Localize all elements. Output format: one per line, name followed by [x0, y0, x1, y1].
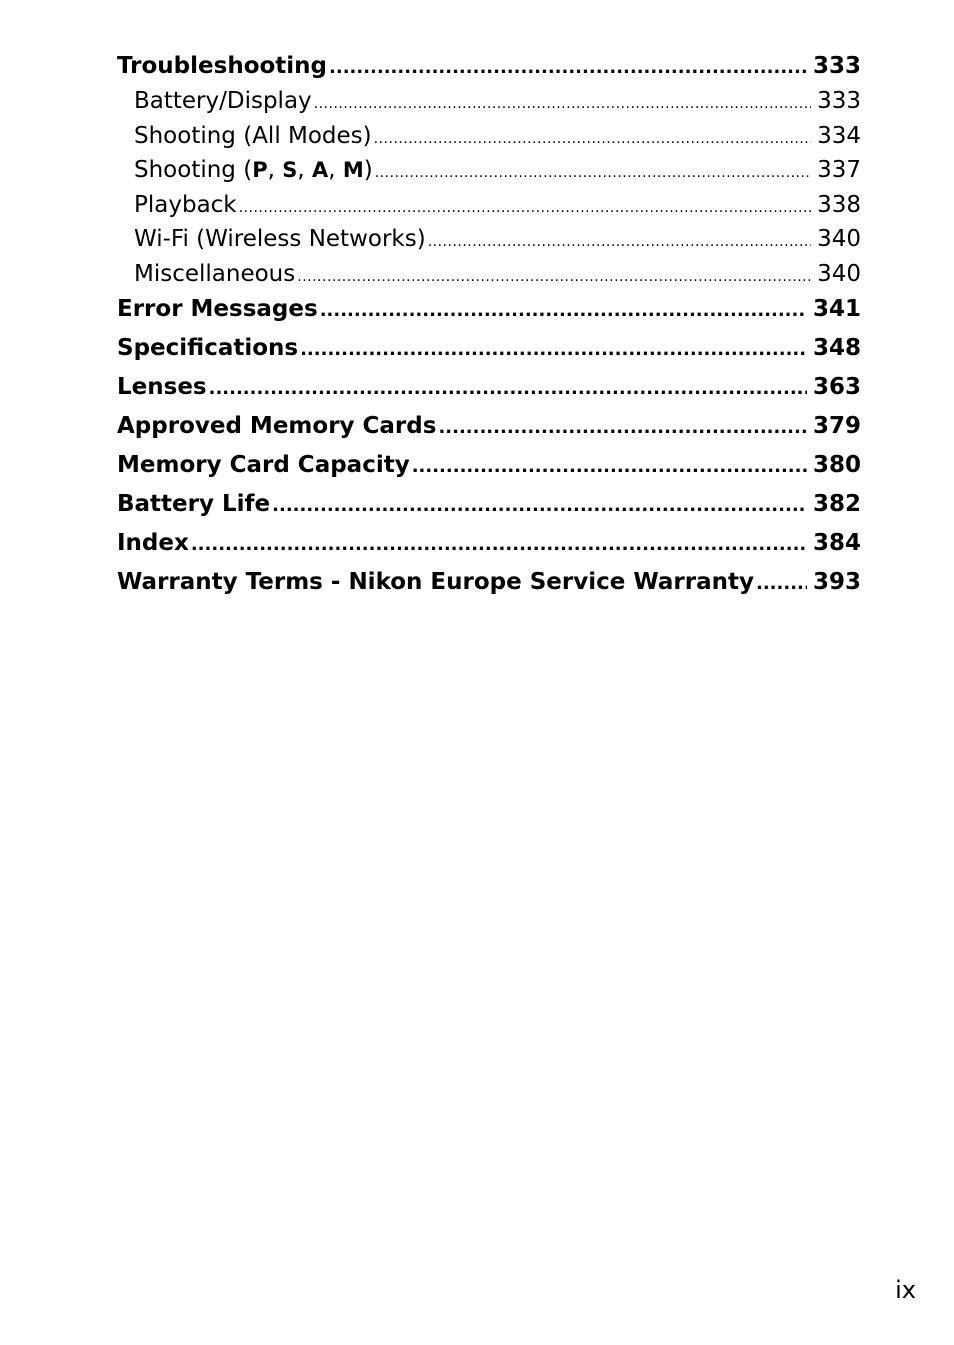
- toc-entry-specifications[interactable]: [117, 330, 861, 369]
- mode-a: A: [311, 158, 329, 182]
- dot-leader: [314, 87, 811, 121]
- toc-entry-label: Battery Life: [117, 491, 271, 517]
- toc-entry-page: 338: [817, 191, 861, 218]
- toc-entry-page: 340: [817, 226, 861, 252]
- toc-subentry-wifi[interactable]: [117, 222, 861, 257]
- mode-separator: ,: [267, 157, 283, 183]
- dot-leader: [412, 449, 807, 485]
- toc-entry-label: Index: [117, 530, 189, 556]
- dot-leader: [756, 566, 807, 602]
- toc-entry-label: Miscellaneous: [134, 260, 296, 287]
- toc-entry-page: 333: [817, 88, 861, 114]
- toc-entry-page: 384: [812, 530, 861, 556]
- toc-entry-warranty-terms[interactable]: [117, 564, 861, 603]
- toc-entry-label: Wi-Fi (Wireless Networks): [134, 226, 426, 252]
- toc-entry-page: 333: [812, 53, 861, 79]
- label-prefix: Shooting (: [134, 157, 253, 183]
- dot-leader: [300, 332, 807, 368]
- toc-entry-error-messages[interactable]: [117, 291, 861, 330]
- toc-subentry-shooting-all-modes[interactable]: [117, 119, 861, 154]
- toc-entry-label: Shooting (All Modes): [134, 122, 372, 149]
- dot-leader: [191, 527, 807, 563]
- mode-p: P: [252, 158, 268, 182]
- mode-m: M: [342, 158, 364, 182]
- toc-entry-label: Playback: [134, 191, 237, 218]
- mode-s: S: [282, 158, 298, 182]
- toc-entry-label: Error Messages: [117, 296, 318, 322]
- toc-entry-approved-memory-cards[interactable]: [117, 408, 861, 447]
- toc-entry-label: Memory Card Capacity: [117, 452, 410, 478]
- toc-entry-label: [134, 153, 373, 187]
- toc-entry-lenses[interactable]: [117, 369, 861, 408]
- dot-leader: [438, 410, 807, 446]
- toc-subentry-playback[interactable]: [117, 188, 861, 223]
- mode-separator: ,: [328, 157, 343, 183]
- toc-entry-page: 363: [812, 374, 861, 400]
- toc-entry-label: Lenses: [117, 374, 207, 400]
- mode-separator: ,: [297, 157, 312, 183]
- label-suffix: ): [363, 157, 373, 183]
- dot-leader: [297, 260, 811, 294]
- toc-entry-troubleshooting[interactable]: [117, 48, 861, 84]
- dot-leader: [374, 122, 811, 156]
- toc-entry-label: Battery/Display: [134, 88, 312, 114]
- dot-leader: [320, 293, 807, 329]
- dot-leader: [209, 371, 807, 407]
- dot-leader: [239, 191, 811, 225]
- toc-entry-label: Troubleshooting: [117, 53, 328, 79]
- toc-entry-page: 382: [812, 491, 861, 517]
- toc-entry-label: Warranty Terms - Nikon Europe Service Warranty: [117, 569, 754, 595]
- toc-entry-battery-life[interactable]: [117, 486, 861, 525]
- toc-entry-label: Specifications: [117, 335, 299, 361]
- toc-entry-page: 334: [817, 122, 861, 149]
- toc-subentry-shooting-psam[interactable]: [117, 153, 861, 188]
- toc-entry-page: 393: [812, 569, 861, 595]
- toc-entry-page: 379: [812, 413, 861, 439]
- dot-leader: [428, 225, 811, 259]
- dot-leader: [375, 156, 811, 190]
- toc-subentry-battery-display[interactable]: [117, 84, 861, 119]
- toc-entry-page: 380: [812, 452, 861, 478]
- toc-entry-memory-card-capacity[interactable]: [117, 447, 861, 486]
- dot-leader: [272, 488, 807, 524]
- toc-subentry-miscellaneous[interactable]: [117, 257, 861, 292]
- toc-entry-page: 340: [817, 260, 861, 287]
- toc-entry-page: 348: [812, 335, 861, 361]
- dot-leader: [329, 50, 807, 86]
- table-of-contents: [117, 48, 861, 603]
- toc-entry-page: 337: [817, 157, 861, 183]
- toc-entry-page: 341: [812, 296, 861, 322]
- toc-entry-label: Approved Memory Cards: [117, 413, 437, 439]
- toc-entry-index[interactable]: [117, 525, 861, 564]
- page-number: ix: [895, 1276, 916, 1304]
